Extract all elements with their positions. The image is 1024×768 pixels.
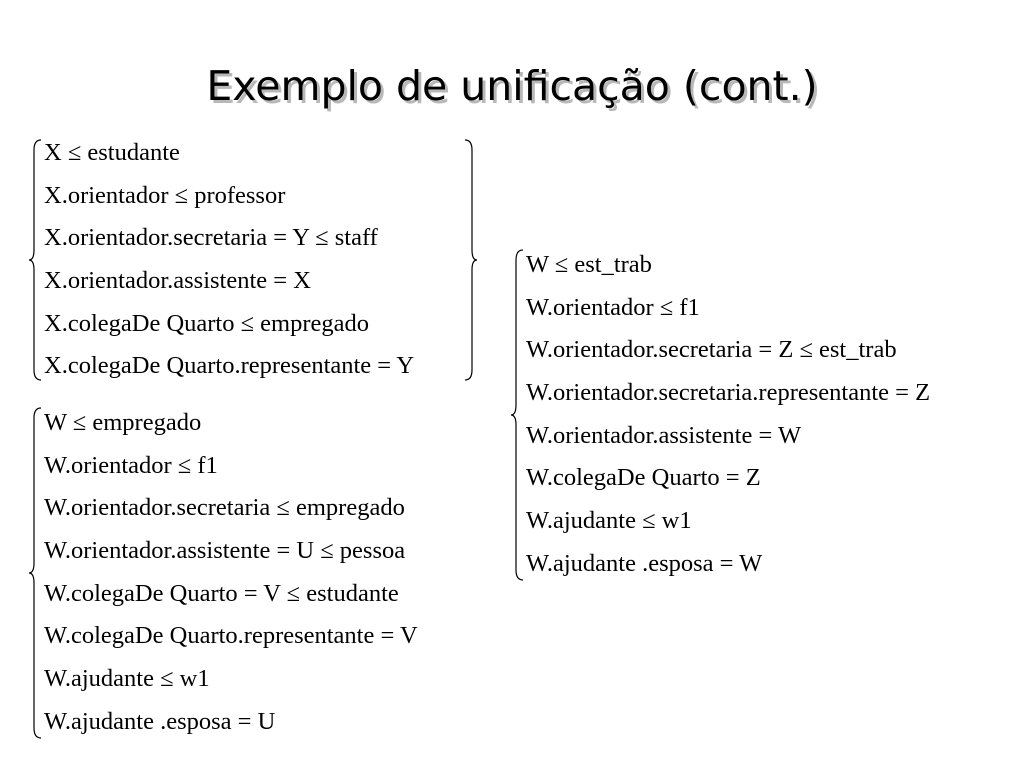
constraint-line: X ≤ estudante xyxy=(44,139,180,166)
constraint-line: X.orientador ≤ professor xyxy=(44,181,286,209)
constraint-list xyxy=(526,244,930,586)
constraint-line: W ≤ empregado xyxy=(44,409,202,436)
constraint-line: W ≤ est_trab xyxy=(526,251,652,278)
constraint-line: W.ajudante .esposa = W xyxy=(526,549,763,577)
constraint-line: X.colegaDe Quarto.representante = Y xyxy=(44,352,415,380)
constraint-group-w-right xyxy=(510,244,1010,586)
left-brace-icon xyxy=(28,402,42,744)
constraint-list xyxy=(44,402,418,744)
constraint-line: X.orientador.secretaria = Y ≤ staff xyxy=(44,224,378,252)
constraint-line: W.orientador.secretaria ≤ empregado xyxy=(44,494,405,522)
slide-title: Exemplo de unificação (cont.) xyxy=(206,62,818,110)
constraint-line: W.orientador ≤ f1 xyxy=(526,293,700,321)
constraint-line: W.orientador.secretaria.representante = Z xyxy=(526,379,931,407)
left-brace-icon xyxy=(510,244,524,586)
constraint-line: W.orientador.assistente = U ≤ pessoa xyxy=(44,537,406,565)
constraint-line: W.colegaDe Quarto.representante = V xyxy=(44,622,418,650)
constraint-line: W.orientador.secretaria = Z ≤ est_trab xyxy=(526,336,897,364)
right-brace-icon xyxy=(464,132,478,388)
constraint-line: X.orientador.assistente = X xyxy=(44,267,311,295)
constraint-group-w-left xyxy=(28,402,488,744)
constraint-line: W.ajudante ≤ w1 xyxy=(526,507,692,535)
left-brace-icon xyxy=(28,132,42,388)
constraint-group-x xyxy=(28,132,478,388)
constraint-line: W.orientador ≤ f1 xyxy=(44,451,218,479)
constraint-list xyxy=(44,132,414,388)
constraint-line: X.colegaDe Quarto ≤ empregado xyxy=(44,309,370,337)
constraint-line: W.ajudante .esposa = U xyxy=(44,707,276,735)
constraint-line: W.colegaDe Quarto = V ≤ estudante xyxy=(44,579,399,607)
constraint-line: W.ajudante ≤ w1 xyxy=(44,665,210,693)
constraint-line: W.colegaDe Quarto = Z xyxy=(526,464,761,492)
constraint-line: W.orientador.assistente = W xyxy=(526,421,802,449)
